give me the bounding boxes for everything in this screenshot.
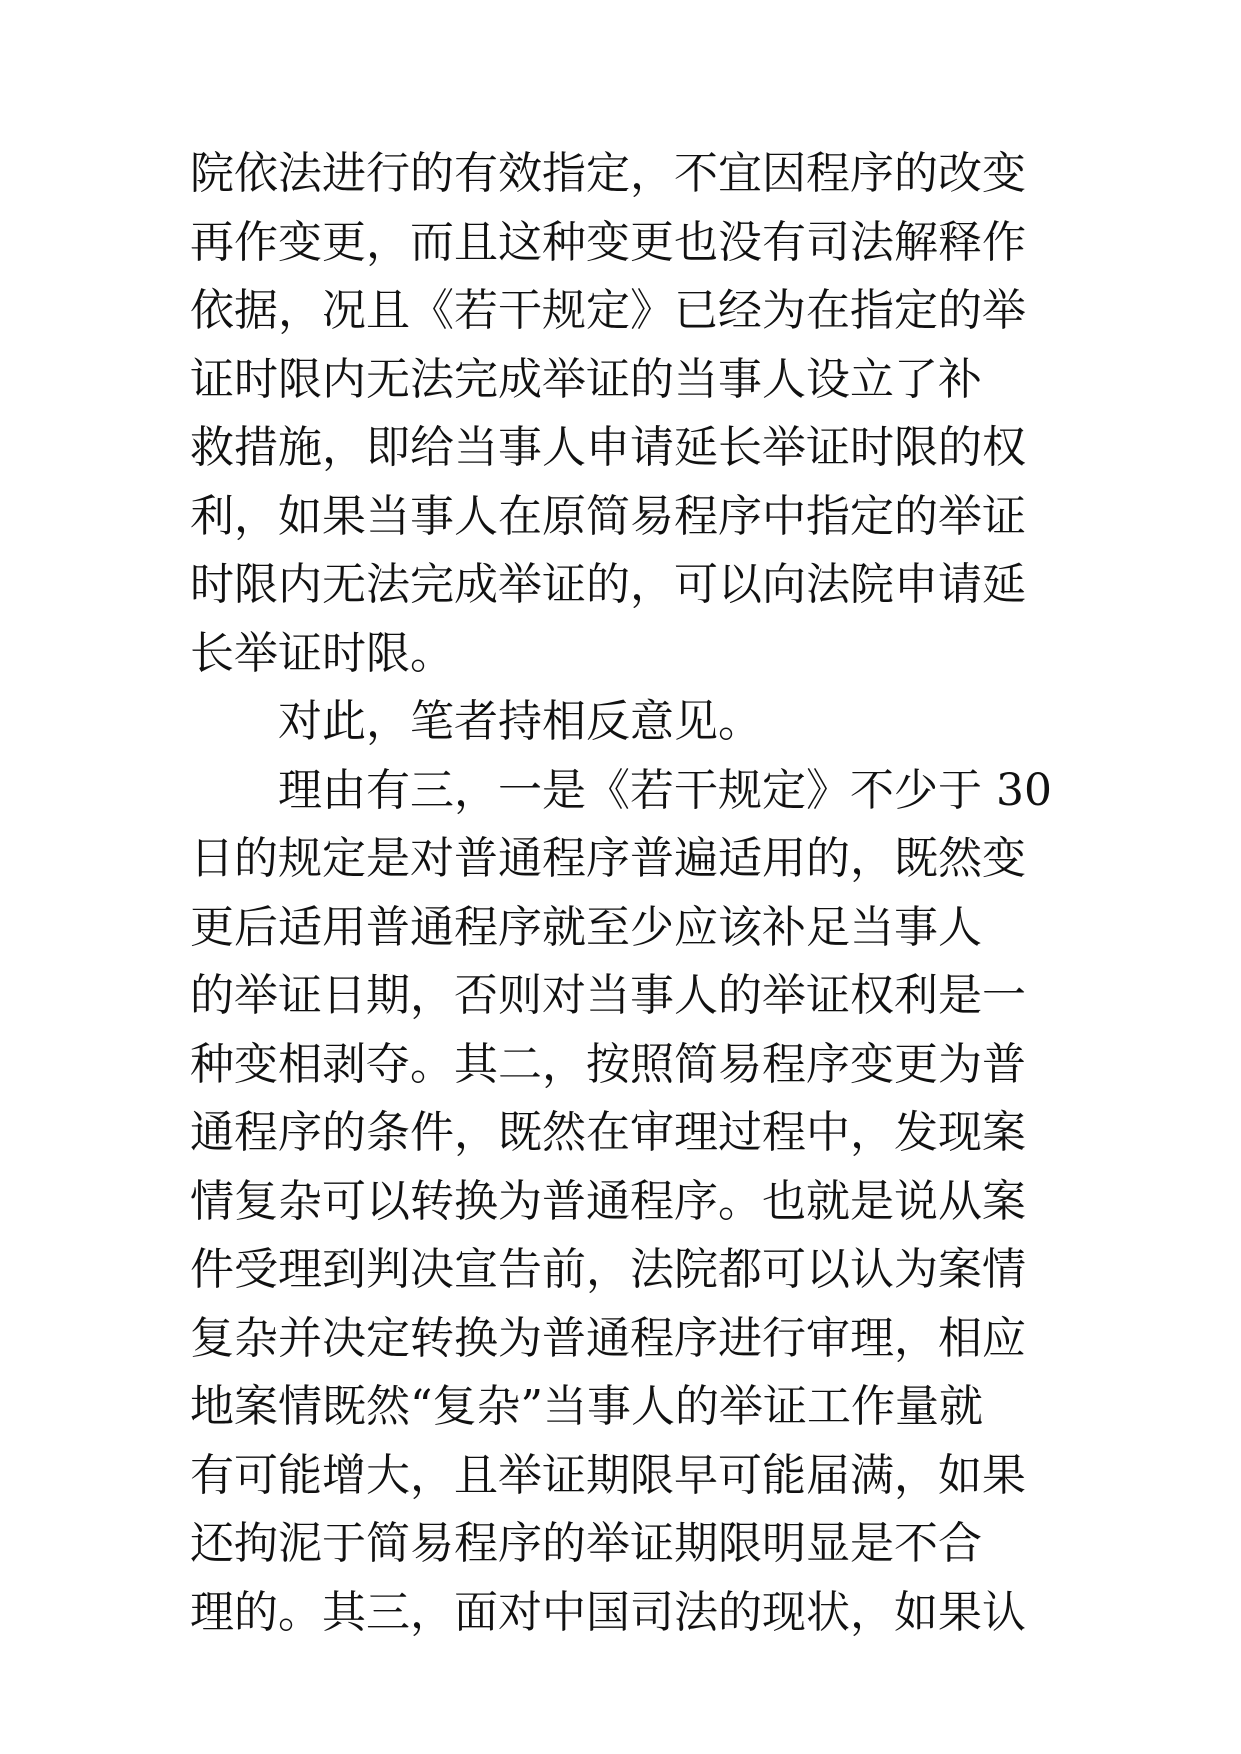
body-text <box>190 140 1070 1647</box>
text-line-3: 依据，况且《若干规定》已经为在指定的举 <box>190 285 1026 336</box>
text-line-17: 件受理到判决宣告前，法院都可以认为案情 <box>190 1244 1026 1295</box>
text-line-21: 还拘泥于简易程序的举证期限明显是不合 <box>190 1518 982 1569</box>
text-line-18: 复杂并决定转换为普通程序进行审理，相应 <box>190 1312 1026 1364</box>
text-line-12: 更后适用普通程序就至少应该补足当事人 <box>190 901 982 953</box>
text-line-8: 长举证时限。 <box>190 627 454 679</box>
text-line-6: 利，如果当事人在原简易程序中指定的举证 <box>190 490 1026 542</box>
text-line-19: 地案情既然“复杂”当事人的举证工作量就 <box>190 1381 983 1432</box>
text-line-2: 再作变更，而且这种变更也没有司法解释作 <box>190 216 1026 268</box>
paragraph-start-line-9: 对此，笔者持相反意见。 <box>278 696 762 747</box>
text-line-14: 种变相剥夺。其二，按照简易程序变更为普 <box>190 1038 1026 1090</box>
text-line-15: 通程序的条件，既然在审理过程中，发现案 <box>190 1107 1026 1158</box>
text-line-16: 情复杂可以转换为普通程序。也就是说从案 <box>190 1175 1026 1227</box>
text-line-11: 日的规定是对普通程序普遍适用的，既然变 <box>190 833 1026 884</box>
text-line-22: 理的。其三，面对中国司法的现状，如果认 <box>190 1586 1026 1638</box>
text-line-1: 院依法进行的有效指定，不宜因程序的改变 <box>190 148 1026 199</box>
text-line-13: 的举证日期，否则对当事人的举证权利是一 <box>190 970 1026 1021</box>
text-line-7: 时限内无法完成举证的，可以向法院申请延 <box>190 559 1026 610</box>
text-line-5: 救措施，即给当事人申请延长举证时限的权 <box>190 422 1026 473</box>
text-line-4: 证时限内无法完成举证的当事人设立了补 <box>190 353 982 405</box>
text-line-20: 有可能增大，且举证期限早可能届满，如果 <box>190 1449 1026 1501</box>
paragraph-start-line-10: 理由有三，一是《若干规定》不少于 30 <box>278 764 1052 816</box>
